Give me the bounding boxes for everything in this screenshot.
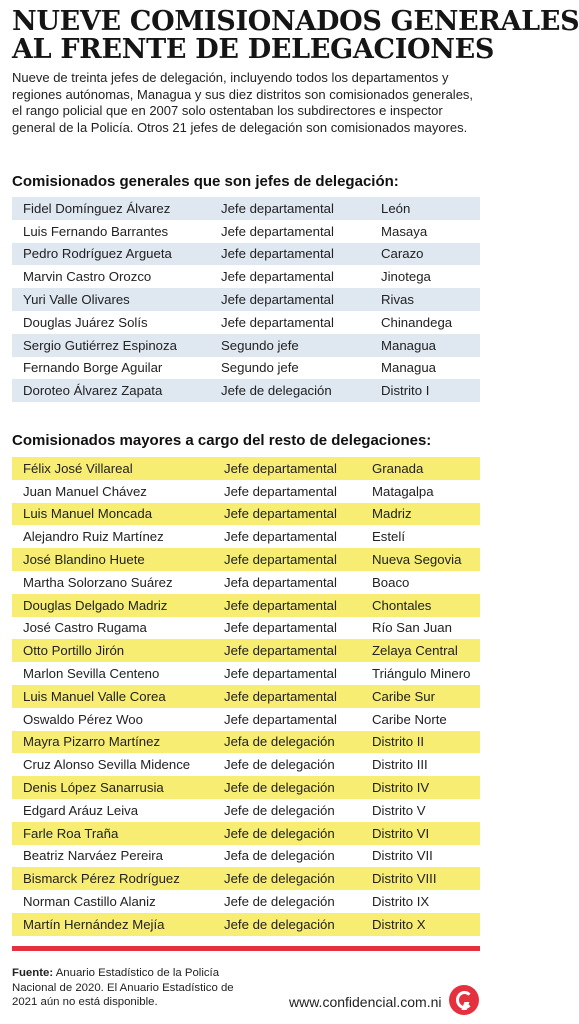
delegation-cell: Managua	[381, 337, 436, 353]
name-cell: Fidel Domínguez Álvarez	[23, 200, 171, 216]
role-cell: Jefe departamental	[221, 246, 334, 262]
delegation-cell: Distrito VIII	[372, 871, 437, 887]
table-row	[12, 617, 480, 640]
table-row	[12, 890, 480, 913]
name-cell: Mayra Pizarro Martínez	[23, 734, 161, 750]
delegation-cell: Madriz	[372, 506, 412, 522]
table-row	[12, 197, 480, 220]
name-cell: Martha Solorzano Suárez	[23, 574, 173, 590]
footer-divider	[12, 946, 480, 951]
name-cell: Douglas Delgado Madriz	[23, 597, 168, 613]
role-cell: Jefe departamental	[221, 223, 334, 239]
delegation-cell: Granada	[372, 460, 424, 476]
name-cell: Pedro Rodríguez Argueta	[23, 246, 172, 262]
table-row	[12, 220, 480, 243]
section-heading-comisionados-mayores: Comisionados mayores a cargo del resto de delegaciones:	[12, 432, 432, 449]
name-cell: Douglas Juárez Solís	[23, 314, 148, 330]
name-cell: José Castro Rugama	[23, 620, 147, 636]
table-row	[12, 457, 480, 480]
role-cell: Jefe departamental	[224, 711, 337, 727]
table-row	[12, 822, 480, 845]
name-cell: Farle Roa Traña	[23, 825, 119, 841]
name-cell: Luis Fernando Barrantes	[23, 223, 169, 239]
name-cell: Fernando Borge Aguilar	[23, 360, 163, 376]
role-cell: Jefe de delegación	[224, 871, 335, 887]
delegation-cell: Jinotega	[381, 269, 431, 285]
delegation-cell: Río San Juan	[372, 620, 452, 636]
title-line-2: AL FRENTE DE DELEGACIONES	[12, 34, 495, 65]
delegation-cell: Distrito V	[372, 802, 426, 818]
role-cell: Jefe de delegación	[224, 780, 335, 796]
role-cell: Jefe departamental	[224, 666, 337, 682]
table-row	[12, 867, 480, 890]
name-cell: Juan Manuel Chávez	[23, 483, 147, 499]
name-cell: Denis López Sanarrusia	[23, 780, 164, 796]
delegation-cell: Nueva Segovia	[372, 552, 462, 568]
delegation-cell: Masaya	[381, 223, 428, 239]
role-cell: Jefa departamental	[224, 574, 337, 590]
role-cell: Jefe de delegación	[221, 383, 332, 399]
delegation-cell: Boaco	[372, 574, 410, 590]
intro-paragraph: Nueve de treinta jefes de delegación, incluyendo todos los departamentos y regiones autónomas, Managua y sus diez distritos son comisionados generales, el rango policial que en 2007 solo ostentaban los subdirectores e inspector general de la Policía. Otros 21 jefes de delegación son comisionados mayores.	[12, 70, 474, 135]
name-cell: Marlon Sevilla Centeno	[23, 666, 160, 682]
role-cell: Jefe departamental	[221, 200, 334, 216]
delegation-cell: Triángulo Minero	[372, 666, 471, 682]
delegation-cell: Distrito I	[381, 383, 430, 399]
delegation-cell: Chinandega	[381, 314, 453, 330]
role-cell: Jefe de delegación	[224, 757, 335, 773]
delegation-cell: Managua	[381, 360, 436, 376]
delegation-cell: León	[381, 200, 411, 216]
role-cell: Jefe departamental	[224, 552, 337, 568]
name-cell: Edgard Aráuz Leiva	[23, 802, 139, 818]
delegation-cell: Rivas	[381, 292, 414, 308]
delegation-cell: Caribe Norte	[372, 711, 447, 727]
table-row	[12, 288, 480, 311]
role-cell: Jefe de delegación	[224, 894, 335, 910]
role-cell: Jefa de delegación	[224, 848, 335, 864]
source-text: Anuario Estadístico de la Policía Nacional de 2020. El Anuario Estadístico de 2021 aún no está disponible.	[12, 967, 234, 1008]
role-cell: Jefe departamental	[221, 314, 334, 330]
name-cell: Alejandro Ruiz Martínez	[23, 529, 164, 545]
title-line-1: NUEVE COMISIONADOS GENERALES	[12, 6, 579, 37]
confidencial-logo-icon	[449, 985, 479, 1015]
name-cell: Bismarck Pérez Rodríguez	[23, 871, 180, 887]
page-title	[12, 6, 579, 65]
delegation-cell: Distrito III	[372, 757, 428, 773]
table-row	[12, 243, 480, 266]
role-cell: Jefe departamental	[224, 506, 337, 522]
comisionados-generales-table	[12, 197, 480, 402]
role-cell: Jefe de delegación	[224, 916, 335, 932]
name-cell: José Blandino Huete	[23, 552, 145, 568]
table-row	[12, 776, 480, 799]
name-cell: Yuri Valle Olivares	[23, 292, 130, 308]
table-row	[12, 503, 480, 526]
name-cell: Luis Manuel Moncada	[23, 506, 153, 522]
delegation-cell: Distrito VII	[372, 848, 433, 864]
delegation-cell: Distrito X	[372, 916, 426, 932]
table-row	[12, 753, 480, 776]
table-row	[12, 548, 480, 571]
role-cell: Jefe departamental	[221, 292, 334, 308]
name-cell: Doroteo Álvarez Zapata	[23, 383, 163, 399]
source-note	[12, 966, 252, 1010]
role-cell: Jefe de delegación	[224, 825, 335, 841]
table-row	[12, 662, 480, 685]
table-row	[12, 639, 480, 662]
name-cell: Luis Manuel Valle Corea	[23, 688, 166, 704]
table-row	[12, 799, 480, 822]
role-cell: Segundo jefe	[221, 337, 299, 353]
role-cell: Segundo jefe	[221, 360, 299, 376]
website-link[interactable]: www.confidencial.com.ni	[289, 994, 442, 1010]
name-cell: Otto Portillo Jirón	[23, 643, 125, 659]
section-heading-comisionados-generales: Comisionados generales que son jefes de delegación:	[12, 173, 399, 190]
delegation-cell: Matagalpa	[372, 483, 434, 499]
name-cell: Beatriz Narváez Pereira	[23, 848, 163, 864]
role-cell: Jefe departamental	[224, 620, 337, 636]
name-cell: Norman Castillo Alaniz	[23, 894, 156, 910]
comisionados-mayores-table	[12, 457, 480, 936]
delegation-cell: Distrito IX	[372, 894, 430, 910]
delegation-cell: Zelaya Central	[372, 643, 458, 659]
role-cell: Jefe de delegación	[224, 802, 335, 818]
delegation-cell: Carazo	[381, 246, 424, 262]
delegation-cell: Distrito II	[372, 734, 425, 750]
table-row	[12, 525, 480, 548]
delegation-cell: Distrito IV	[372, 780, 430, 796]
name-cell: Félix José Villareal	[23, 460, 133, 476]
table-row	[12, 265, 480, 288]
table-row	[12, 334, 480, 357]
name-cell: Cruz Alonso Sevilla Midence	[23, 757, 191, 773]
table-row	[12, 685, 480, 708]
table-row	[12, 379, 480, 402]
table-row	[12, 845, 480, 868]
table-row	[12, 731, 480, 754]
delegation-cell: Estelí	[372, 529, 405, 545]
role-cell: Jefe departamental	[224, 483, 337, 499]
table-row	[12, 594, 480, 617]
table-row	[12, 913, 480, 936]
source-label: Fuente:	[12, 967, 54, 979]
role-cell: Jefe departamental	[224, 597, 337, 613]
role-cell: Jefe departamental	[224, 643, 337, 659]
role-cell: Jefe departamental	[224, 460, 337, 476]
name-cell: Marvin Castro Orozco	[23, 269, 152, 285]
role-cell: Jefa de delegación	[224, 734, 335, 750]
name-cell: Oswaldo Pérez Woo	[23, 711, 143, 727]
table-row	[12, 708, 480, 731]
delegation-cell: Distrito VI	[372, 825, 430, 841]
table-row	[12, 357, 480, 380]
name-cell: Sergio Gutiérrez Espinoza	[23, 337, 177, 353]
role-cell: Jefe departamental	[224, 529, 337, 545]
table-row	[12, 480, 480, 503]
table-row	[12, 311, 480, 334]
table-row	[12, 571, 480, 594]
role-cell: Jefe departamental	[224, 688, 337, 704]
delegation-cell: Caribe Sur	[372, 688, 436, 704]
delegation-cell: Chontales	[372, 597, 432, 613]
role-cell: Jefe departamental	[221, 269, 334, 285]
name-cell: Martín Hernández Mejía	[23, 916, 165, 932]
